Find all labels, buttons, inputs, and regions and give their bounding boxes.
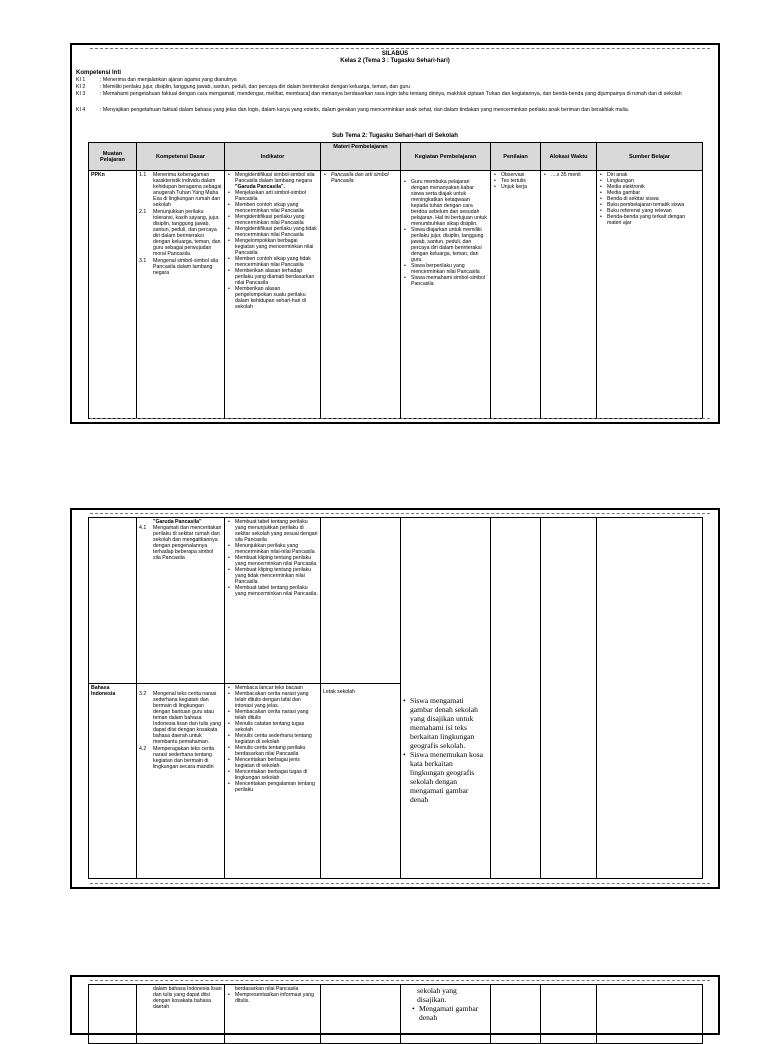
alokasi-cell	[541, 171, 597, 419]
kd-text: Mengenal simbol-simbol sila Pancasila dalam lambang negara	[153, 258, 219, 276]
ki-text: : Memahami pengetahuan faktual dengan cara mengamati, mendengar, melihat, membaca] dan menanya berdasarkan rasa ingin tahu tentang dirinya, makhluk ciptaan Tuhan dan kegiatannya, dan benda-benda yang dijumpainya di rumah dan di sekolah	[100, 91, 682, 97]
kegiatan-item: • Mengamati gambar denah	[419, 1004, 488, 1022]
kompetensi-dasar-cell	[137, 518, 225, 684]
page-top-rule	[90, 48, 710, 49]
kegiatan-cell	[401, 171, 491, 419]
document-page-3	[70, 975, 720, 1035]
indikator-cell	[225, 171, 321, 419]
kd-number: 4.2	[139, 746, 147, 752]
table-row	[89, 518, 703, 684]
penilaian-cell	[491, 171, 541, 419]
sumber-cell	[597, 518, 703, 879]
materi-item: • Pancasila dan arti simbol Pancasila	[331, 172, 398, 184]
muatan-cell	[89, 985, 137, 1044]
indikator-item: • Menulis cerita sederhana tentang kegiatan di sekolah	[235, 733, 318, 745]
column-header: Sumber Belajar	[597, 143, 703, 171]
penilaian-cell	[491, 985, 541, 1044]
ki-code: KI 4	[76, 107, 86, 113]
kd-text: Mengamati dan menceritakan perilaku di sekitar rumah dan sekolah dan mengaitkannya dengan pengenalannya terhadap beberapa simbol sila Pancasila	[153, 525, 222, 561]
page-bottom-rule	[90, 883, 710, 884]
table-row	[89, 171, 703, 419]
alokasi-cell	[541, 985, 597, 1044]
indikator-item: • Menceritakan pengalaman tentang perilaku	[235, 781, 318, 793]
ki-code: KI 3	[76, 91, 86, 97]
indikator-cell	[225, 684, 321, 879]
indikator-item: • Menulis cerita tentang perilaku berdasarkan nilai Pancasila	[235, 745, 318, 757]
kegiatan-bi-block	[402, 696, 488, 804]
sumber-item: • Benda-benda yang terkait dengan materi ajar	[607, 214, 700, 226]
silabus-table-page-2	[88, 517, 703, 879]
indikator-item: • Membuat kliping tentang perilaku yang mencerminkan nilai Pancasila	[235, 555, 318, 567]
document-title: SILABUS	[381, 51, 409, 57]
penilaian-item: • Tes tertulis	[501, 178, 538, 184]
sumber-item: • Buku referensi yang relevan	[607, 208, 700, 214]
materi-cell	[321, 171, 401, 419]
document-subtitle: Kelas 2 (Tema 3 : Tugasku Sehari-hari)	[340, 58, 450, 64]
kegiatan-cell	[401, 985, 491, 1044]
kegiatan-item: • Siswa mengamati gambar denah sekolah yang disajikan untuk memahami isi teks berkaitan lingkungan geografis sekolah.	[410, 696, 488, 750]
kd-item	[139, 525, 222, 561]
kd-item	[139, 691, 222, 745]
indikator-item: • Membuat tabel tentang perilaku yang menunjukkan perilaku di sekitar sekolah yang sesuai dengan sila Pancasila	[235, 519, 318, 543]
indikator-item: • Menceritakan berbagai tugas di lingkungan sekolah	[235, 769, 318, 781]
kegiatan-item: • Siswa berperilaku yang mencerminkan nilai Pancasila	[411, 263, 488, 275]
indikator-item: • Memberi contoh sikap yang tidak mencerminkan nilai Pancasila	[235, 256, 318, 268]
indikator-cell	[225, 518, 321, 684]
ki-text: : Menerima dan menjalankan ajaran agama yang dianutnya	[100, 77, 237, 83]
silabus-table-page-3	[88, 984, 703, 1044]
kegiatan-item: • Guru membuka pelajaran dengan menanyakan kabar siswa serta diajak untuk meningkatkan ketaqwaan kepada tuhan dengan cara berdoa sebelum dan sesudah pelajaran. Hal ini bertujuan untuk menumbuhkan sikap disiplin.	[411, 179, 488, 227]
column-header: Kompetensi Dasar	[137, 143, 225, 171]
column-header: Kegiatan Pembelajaran	[401, 143, 491, 171]
kd-number: 3.1	[139, 258, 147, 264]
kegiatan-item: • Siswa memahami simbol-simbol Pancasila	[411, 275, 488, 287]
kd-text: Mengenal teks cerita narasi sederhana kegiatan dan bermain di lingkungan dengan bantuan guru atau teman dalam bahasa Indonesia lisan dan tulis yang dapat diisi dengan kosakata bahasa daerah untuk membantu pemahaman.	[153, 691, 222, 745]
kegiatan-item: • Siswa diajarkan untuk memiliki perilaku jujur, disiplin, tanggung jawab, santun, peduli, dan percaya diri dalam berinteraksi dengan keluarga, teman, dan guru.	[411, 227, 488, 263]
alokasi-value: • ....x 35 menit	[551, 172, 594, 178]
indikator-item: • Memberikan alasan terhadap perilaku yang diamati berdasarkan nilai Pancasila	[235, 268, 318, 286]
kd-number: 1.1	[139, 172, 147, 178]
penilaian-item: • Unjuk kerja	[501, 184, 538, 190]
document-page-2	[70, 508, 720, 889]
indikator-item: • Mengelompokkan berbagai kegiatan yang mencerminkan nilai Pancasila	[235, 238, 318, 256]
column-header: Penilaian	[491, 143, 541, 171]
column-header: Indikator	[225, 143, 321, 171]
indikator-cell	[225, 985, 321, 1044]
indikator-item: • Membacakan cerita narasi yang telah ditulis	[235, 709, 318, 721]
page-top-rule	[90, 980, 710, 981]
indikator-item: • Mengidentifikasi perilaku yang mencerminkan nilai Pancasila	[235, 214, 318, 226]
indikator-item: • Menunjukkan perilaku yang mencerminkan nilai-nilai Pancasila	[235, 543, 318, 555]
materi-cell	[321, 518, 401, 684]
sumber-cell	[597, 985, 703, 1044]
table-header-row	[89, 143, 703, 171]
materi-cell: Letak sekolah	[321, 684, 401, 879]
sumber-item: • Benda di sekitar siswa	[607, 196, 700, 202]
kd-number: 3.2	[139, 691, 147, 697]
subtema-title: Sub Tema 2: Tugasku Sehari-hari di Sekolah	[332, 133, 458, 139]
indikator-item	[235, 172, 318, 190]
kd-text: Menerima keberagaman karakteristik individu dalam kehidupan beragama sebagai anugerah Tuhan Yang Maha Esa di lingkungan rumah dan sekolah	[153, 172, 222, 208]
kd-number: 4.1	[139, 525, 147, 531]
indikator-item: • Memberi contoh sikap yang mencerminkan nilai Pancasila	[235, 202, 318, 214]
indikator-item: • Mengidentifikasi perilaku yang tidak mencerminkan nilai Pancasila	[235, 226, 318, 238]
kompetensi-dasar-cell: dalam bahasa Indonesia lisan dan tulis yang dapat diisi dengan kosakata bahasa daerah	[137, 985, 225, 1044]
document-page-1	[70, 43, 720, 424]
indikator-item: • Menulis catatan tentang tugas sekolah	[235, 721, 318, 733]
indikator-item: • Membuat kliping tentang perilaku yang tidak mencerminkan nilai Pancasila	[235, 567, 318, 585]
kegiatan-item: • Siswa menemukan kosa kata berkaitan lingkungan geografis sekolah dengan mengamati gambar denah	[410, 750, 488, 804]
kd-item	[139, 258, 222, 276]
column-header: Muatan Pelajaran	[89, 143, 137, 171]
kd-text: Menunjukkan perilaku toleransi, kasih sayang, jujur, disiplin, tanggung jawab, santun, peduli, dan percaya diri dalam berinteraksi dengan keluarga, teman, dan guru sebagai perwujudan moral Pancasila.	[153, 209, 221, 257]
sumber-item: • Media gambar	[607, 190, 700, 196]
sumber-item: • Media elektronik	[607, 184, 700, 190]
materi-cell	[321, 985, 401, 1044]
kd-item	[139, 172, 222, 208]
ki-code: KI 1	[76, 77, 86, 83]
column-header: Materi Pembelajaran	[321, 143, 401, 171]
ki-text: : Memiliki perilaku jujur, disiplin, tanggung jawab, santun, peduli, dan percaya diri dalam berinteraksi dengan keluarga, teman, dan guru	[100, 84, 410, 90]
kompetensi-inti-title: Kompetensi Inti	[76, 70, 122, 76]
alokasi-cell	[541, 518, 597, 879]
garuda-pancasila-text: "Garuda Pancasila".	[235, 184, 285, 190]
sumber-item: • Buku pembelajaran tematik siswa	[607, 202, 700, 208]
muatan-cell: PPKn	[89, 171, 137, 419]
muatan-cell: Bahasa Indonesia	[89, 684, 137, 879]
indikator-item: • Mempresentasikan informasi yang ditulis.	[235, 992, 318, 1004]
kd-number: 2.1	[139, 209, 147, 215]
kd-continuation: "Garuda Pancasila"	[153, 519, 202, 525]
indikator-item: • Menjelaskan arti simbol-simbol Pancasila	[235, 190, 318, 202]
indikator-item: • Menceritakan berbagai jenis kegiatan di sekolah.	[235, 757, 318, 769]
penilaian-item: • Observasi	[501, 172, 538, 178]
indikator-item: • Membaca lancar teks bacaan	[235, 685, 318, 691]
indikator-item: • Membacakan cerita narasi yang telah ditulis dengan lafal dan intonasi yang jelas.	[235, 691, 318, 709]
kompetensi-dasar-cell	[137, 171, 225, 419]
kompetensi-dasar-cell	[137, 684, 225, 879]
column-header: Alokasi Waktu	[541, 143, 597, 171]
sumber-cell	[597, 171, 703, 419]
page-top-rule	[90, 513, 710, 514]
indikator-continuation: berdasarkan nilai Pancasila	[235, 986, 299, 992]
muatan-cell	[89, 518, 137, 684]
indikator-text: Mengidentifikasi simbol-simbol sila Pancasila dalam lambang negara	[235, 172, 315, 184]
indikator-item: • Memberikan alasan pengelompokan suatu perilaku dalam kehidupan sehari-hari di sekolah	[235, 286, 318, 310]
table-row	[89, 985, 703, 1044]
indikator-item: • Membuat tabel tentang perilaku yang mencerminkan nilai Pancasila.	[235, 585, 318, 597]
page-bottom-rule	[90, 418, 710, 419]
kd-item	[139, 746, 222, 770]
sumber-item: • Diri anak	[607, 172, 700, 178]
kegiatan-continuation: sekolah yang disajikan.	[417, 986, 457, 1004]
penilaian-cell	[491, 518, 541, 879]
sumber-item: • Lingkungan	[607, 178, 700, 184]
kd-text: Memperagakan teks cerita narasi sederhana tentang kegiatan dan bermain di lingkungan secara mandiri	[153, 746, 215, 770]
silabus-table-page-1	[88, 142, 703, 419]
ki-code: KI 2	[76, 84, 86, 90]
kd-item	[139, 209, 222, 257]
ki-text: : Menyajikan pengetahuan faktual dalam bahasa yang jelas dan logis, dalam karya yang estetis, dalam gerakan yang mencerminkan anak sehat, dan dalam tindakan yang mencerminkan perilaku anak beriman dan berakhlak mulia.	[100, 107, 630, 113]
